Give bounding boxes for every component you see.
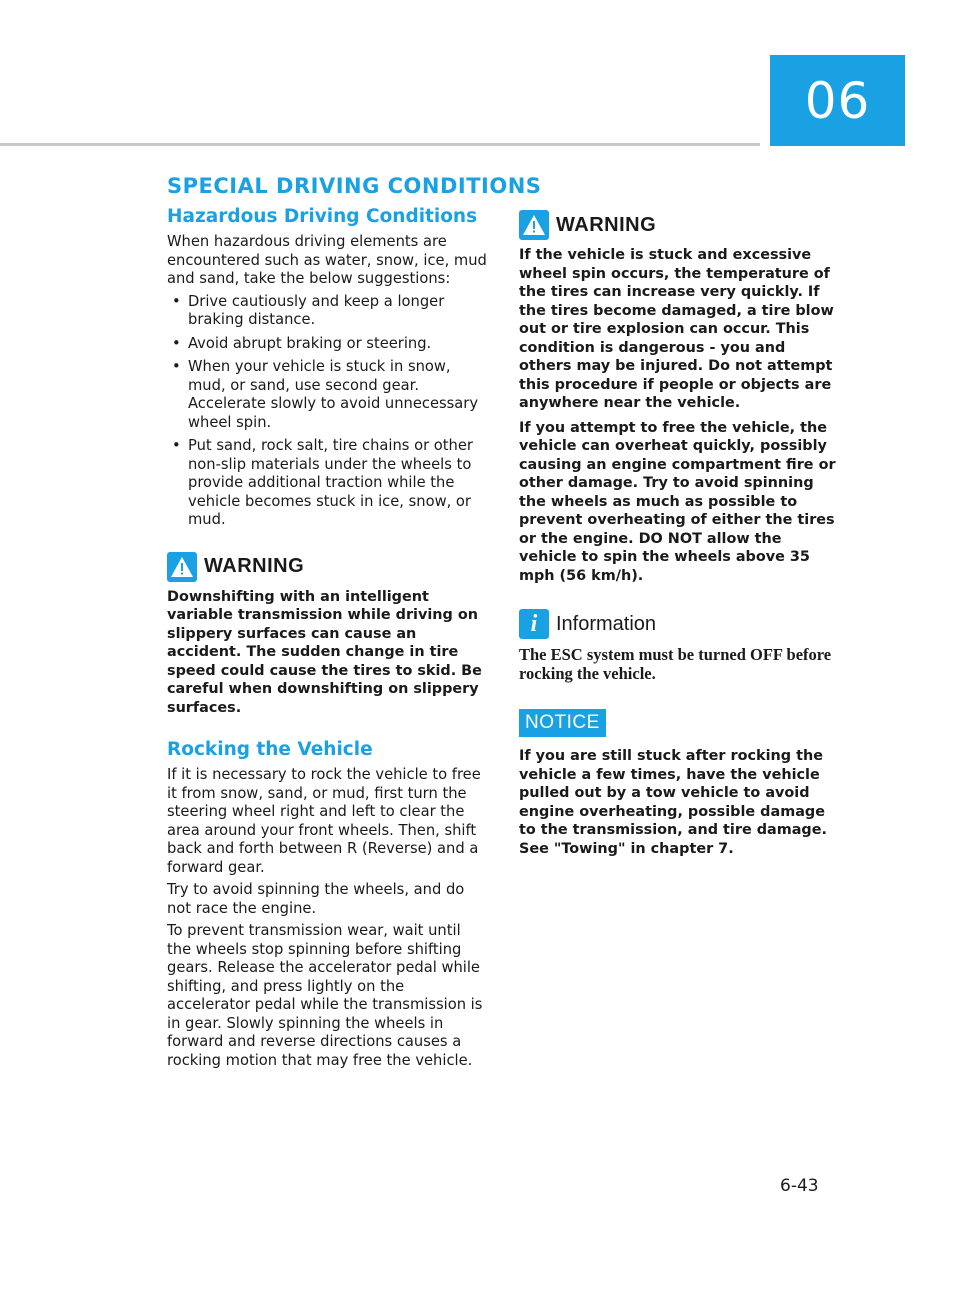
chapter-tab bbox=[770, 55, 905, 146]
page-number: 6-43 bbox=[780, 1176, 819, 1196]
list-item: • Drive cautiously and keep a longer braking distance. bbox=[167, 293, 487, 330]
rocking-paragraph: If it is necessary to rock the vehicle to free it from snow, sand, or mud, first turn the steering wheel right and left to clear the area around your front wheels. Then, shift back and forth between R (Reverse) and a forward gear. bbox=[167, 766, 481, 876]
warning-text: Downshifting with an intelligent variable transmission while driving on slippery surfaces can cause an accident. The sudden change in tire speed could cause the tires to skid. Be careful when downshifting on slippery surfaces. bbox=[167, 588, 482, 716]
information-header bbox=[519, 609, 841, 639]
section-title: SPECIAL DRIVING CONDITIONS bbox=[167, 174, 542, 198]
hazardous-heading: Hazardous Driving Conditions bbox=[167, 206, 478, 227]
warning-triangle-icon bbox=[167, 552, 197, 582]
list-item: • Avoid abrupt braking or steering. bbox=[167, 335, 487, 354]
left-column bbox=[167, 206, 487, 1074]
warning-text: If you attempt to free the vehicle, the vehicle can overheat quickly, possibly causing an engine compartment fire or other damage. Try to avoid spinning the wheels as much as possible to prevent overheating of either the tires or the engine. DO NOT allow the vehicle to spin the wheels above 35 mph (56 km/h). bbox=[519, 419, 836, 584]
right-column bbox=[519, 210, 841, 864]
chapter-number: 06 bbox=[804, 71, 871, 130]
notice-text: If you are still stuck after rocking the vehicle a few times, have the vehicle pulled out by a tow vehicle to avoid engine overheating, possible damage to the transmission, and tire damage. See "Towing" in chapter 7. bbox=[519, 748, 827, 857]
hazardous-bullets bbox=[167, 293, 487, 530]
notice-badge: NOTICE bbox=[519, 709, 606, 737]
warning-label: WARNING bbox=[204, 555, 305, 577]
list-item: • Put sand, rock salt, tire chains or other non-slip materials under the wheels to provide additional traction while the vehicle becomes stuck in ice, snow, or mud. bbox=[167, 437, 487, 530]
rocking-paragraph: Try to avoid spinning the wheels, and do not race the engine. bbox=[167, 881, 465, 917]
warning-text: If the vehicle is stuck and excessive wheel spin occurs, the temperature of the tires can increase very quickly. If the tires become damaged, a tire blow out or tire explosion can occur. This condition is dangerous - you and others may be injured. Do not attempt this procedure if people or objects are anywhere near the vehicle. bbox=[519, 247, 834, 411]
info-icon: i bbox=[519, 609, 549, 639]
warning-header bbox=[167, 552, 487, 582]
information-label: Information bbox=[556, 612, 657, 635]
information-text: The ESC system must be turned OFF before rocking the vehicle. bbox=[519, 645, 832, 683]
list-item: • When your vehicle is stuck in snow, mud, or sand, use second gear. Accelerate slowly to avoid unnecessary wheel spin. bbox=[167, 358, 487, 432]
hazardous-intro: When hazardous driving elements are encountered such as water, snow, ice, mud and sand, take the below suggestions: bbox=[167, 233, 487, 287]
header-rule bbox=[0, 143, 760, 146]
warning-triangle-icon bbox=[519, 210, 549, 240]
rocking-paragraph: To prevent transmission wear, wait until the wheels stop spinning before shifting gears. Release the accelerator pedal while shifting, and press lightly on the accelerator pedal while the transmission is in gear. Slowly spinning the wheels in forward and reverse directions causes a rocking motion that may free the vehicle. bbox=[167, 922, 483, 1069]
warning-label: WARNING bbox=[556, 213, 657, 236]
rocking-heading: Rocking the Vehicle bbox=[167, 739, 373, 760]
warning-header bbox=[519, 210, 841, 240]
